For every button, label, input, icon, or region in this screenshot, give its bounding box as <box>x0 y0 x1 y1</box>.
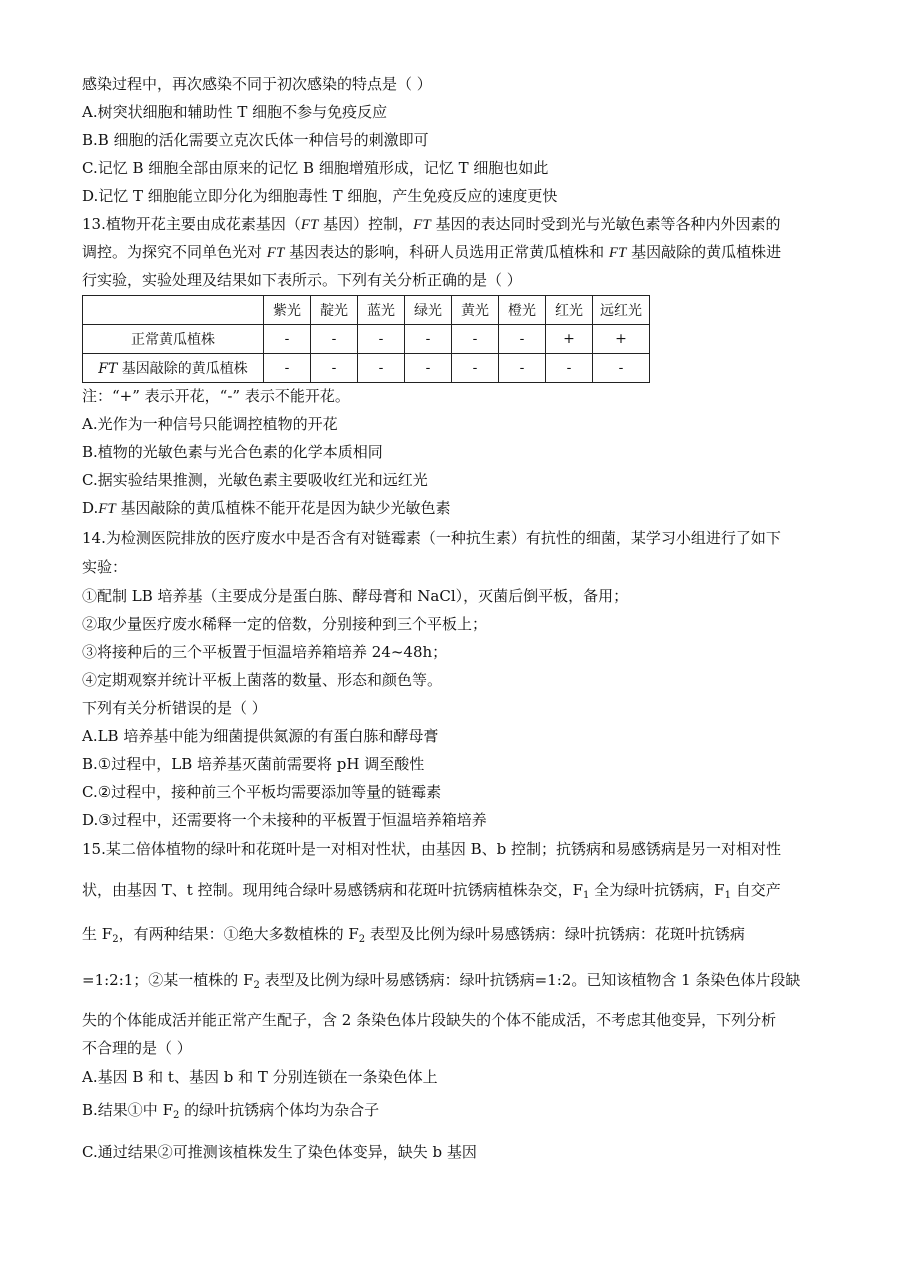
subscript: 1 <box>724 890 731 901</box>
table-cell: - <box>499 325 546 354</box>
q14-step-3: ③将接种后的三个平板置于恒温培养箱培养 24~48h； <box>82 643 448 661</box>
q13-option-d <box>82 498 451 519</box>
q14-step-4: ④定期观察并统计平板上菌落的数量、形态和颜色等。 <box>82 671 443 689</box>
table-cell: - <box>452 325 499 354</box>
q15-stem-line-3 <box>82 924 745 944</box>
table-row <box>83 354 650 383</box>
table-header-cell: 靛光 <box>311 296 358 325</box>
table-header-cell: 蓝光 <box>358 296 405 325</box>
table-header-cell: 紫光 <box>264 296 311 325</box>
table-cell: - <box>405 354 452 383</box>
table-row-label: 正常黄瓜植株 <box>83 325 264 354</box>
ft-gene: FT <box>98 361 118 377</box>
f-letter: F <box>714 881 725 899</box>
q15-text: 表型及比例为绿叶易感锈病：绿叶抗锈病：花斑叶抗锈病 <box>365 925 745 943</box>
q15-text: 表型及比例为绿叶易感锈病：绿叶抗锈病=1:2。已知该植物含 1 条染色体片段缺 <box>259 971 801 989</box>
f2-symbol <box>102 925 119 943</box>
q14-step-1: ①配制 LB 培养基（主要成分是蛋白胨、酵母膏和 NaCl），灭菌后倒平板，备用； <box>82 587 629 605</box>
f-letter: F <box>572 881 583 899</box>
f-letter: F <box>348 925 359 943</box>
table-header-cell: 红光 <box>546 296 593 325</box>
f-letter: F <box>162 1101 173 1119</box>
q14-stem-line-1: 14.为检测医院排放的医疗废水中是否含有对链霉素（一种抗生素）有抗性的细菌，某学习小组进行了如下 <box>82 529 781 547</box>
subscript: 2 <box>172 1110 180 1121</box>
q15-text: 的绿叶抗锈病个体均为杂合子 <box>179 1101 380 1119</box>
f2-symbol <box>163 1101 180 1119</box>
q14-option-c: C.②过程中，接种前三个平板均需要添加等量的链霉素 <box>82 783 442 801</box>
q13-stem-line-1 <box>82 214 780 235</box>
table-cell: + <box>546 325 593 354</box>
table-row <box>83 325 650 354</box>
table-row-label-text: 基因敲除的黄瓜植株 <box>117 361 248 377</box>
q15-text: B.结果①中 <box>82 1101 163 1119</box>
q15-option-b <box>82 1100 379 1120</box>
f1-symbol <box>573 881 590 899</box>
q14-step-2: ②取少量医疗废水稀释一定的倍数，分别接种到三个平板上； <box>82 615 488 633</box>
table-cell: - <box>358 325 405 354</box>
q13-text: 基因）控制， <box>318 215 414 233</box>
table-header-row <box>83 296 650 325</box>
q13-text: 基因敲除的黄瓜植株进 <box>626 243 782 261</box>
table-cell: - <box>546 354 593 383</box>
q15-stem-line-2 <box>82 880 781 900</box>
f-letter: F <box>243 971 254 989</box>
q12-option-b: B.B 细胞的活化需要立克次氏体一种信号的刺激即可 <box>82 131 429 149</box>
table-cell: - <box>311 354 358 383</box>
q15-stem-line-1: 15.某二倍体植物的绿叶和花斑叶是一对相对性状，由基因 B、b 控制；抗锈病和易感锈病是另一对相对性 <box>82 840 782 858</box>
q13-option-b: B.植物的光敏色素与光合色素的化学本质相同 <box>82 443 383 461</box>
table-header-cell: 橙光 <box>499 296 546 325</box>
ft-gene: FT <box>608 245 627 261</box>
q14-question: 下列有关分析错误的是（ ） <box>82 699 267 717</box>
q13-stem-line-2 <box>82 242 781 263</box>
table-row-label <box>83 354 264 383</box>
q15-text: 生 <box>82 925 102 943</box>
table-corner-cell <box>83 296 264 325</box>
q13-text: D. <box>82 499 99 517</box>
q13-option-a: A.光作为一种信号只能调控植物的开花 <box>82 415 338 433</box>
table-cell: - <box>358 354 405 383</box>
table-header-cell: 绿光 <box>405 296 452 325</box>
q14-option-a: A.LB 培养基中能为细菌提供氮源的有蛋白胨和酵母膏 <box>82 727 439 745</box>
ft-gene: FT <box>300 217 319 233</box>
q13-text: 基因敲除的黄瓜植株不能开花是因为缺少光敏色素 <box>115 499 451 517</box>
table-cell: - <box>311 325 358 354</box>
subscript: 2 <box>358 934 366 945</box>
q14-option-b: B.①过程中，LB 培养基灭菌前需要将 pH 调至酸性 <box>82 755 425 773</box>
q15-option-a: A.基因 B 和 t、基因 b 和 T 分别连锁在一条染色体上 <box>82 1068 438 1086</box>
subscript: 2 <box>112 934 119 945</box>
q15-option-c: C.通过结果②可推测该植株发生了染色体变异，缺失 b 基因 <box>82 1143 477 1161</box>
q15-stem-line-5: 失的个体能成活并能正常产生配子，含 2 条染色体片段缺失的个体不能成活，不考虑其他变异，下列分析 <box>82 1011 777 1029</box>
table-header-cell: 黄光 <box>452 296 499 325</box>
table-cell: - <box>452 354 499 383</box>
q15-text: ，有两种结果：①绝大多数植株的 <box>118 925 349 943</box>
ft-gene: FT <box>266 245 285 261</box>
table-cell: - <box>593 354 650 383</box>
subscript: 1 <box>583 890 590 901</box>
q15-text: 全为绿叶抗锈病， <box>589 881 715 899</box>
table-cell: - <box>264 354 311 383</box>
q15-stem-line-4 <box>82 970 800 990</box>
q12-option-a: A.树突状细胞和辅助性 T 细胞不参与免疫反应 <box>82 103 388 121</box>
f1-symbol <box>714 881 731 899</box>
f2-symbol <box>243 971 260 989</box>
q13-table <box>82 295 650 383</box>
q13-text: 调控。为探究不同单色光对 <box>82 243 267 261</box>
q15-stem-line-6: 不合理的是（ ） <box>82 1039 192 1057</box>
f-letter: F <box>101 925 113 943</box>
f2-symbol <box>348 925 365 943</box>
ft-gene: FT <box>413 217 431 233</box>
q13-stem-line-3: 行实验，实验处理及结果如下表所示。下列有关分析正确的是（ ） <box>82 271 522 289</box>
q15-text: 状，由基因 T、t 控制。现用纯合绿叶易感锈病和花斑叶抗锈病植株杂交， <box>82 881 573 899</box>
ft-gene: FT <box>98 501 116 517</box>
table-cell: - <box>264 325 311 354</box>
q13-text: 基因的表达同时受到光与光敏色素等各种内外因素的 <box>430 215 781 233</box>
q13-text: 13.植物开花主要由成花素基因（ <box>82 215 301 233</box>
table-cell: - <box>405 325 452 354</box>
table-cell: - <box>499 354 546 383</box>
subscript: 2 <box>253 980 260 991</box>
q13-text: 基因表达的影响，科研人员选用正常黄瓜植株和 <box>284 243 609 261</box>
q15-text: 自交产 <box>730 881 781 899</box>
q14-option-d: D.③过程中，还需要将一个未接种的平板置于恒温培养箱培养 <box>82 811 487 829</box>
q12-option-d: D.记忆 T 细胞能立即分化为细胞毒性 T 细胞，产生免疫反应的速度更快 <box>82 187 558 205</box>
q14-stem-line-2: 实验： <box>82 558 128 576</box>
table-header-cell: 远红光 <box>593 296 650 325</box>
q12-option-c: C.记忆 B 细胞全部由原来的记忆 B 细胞增殖形成，记忆 T 细胞也如此 <box>82 159 549 177</box>
q13-note: 注：“+” 表示开花，“-” 表示不能开花。 <box>82 387 350 405</box>
table-cell: + <box>593 325 650 354</box>
q13-option-c: C.据实验结果推测，光敏色素主要吸收红光和远红光 <box>82 471 428 489</box>
q15-text: =1:2:1；②某一植株的 <box>82 971 244 989</box>
q12-stem: 感染过程中，再次感染不同于初次感染的特点是（ ） <box>82 75 432 93</box>
